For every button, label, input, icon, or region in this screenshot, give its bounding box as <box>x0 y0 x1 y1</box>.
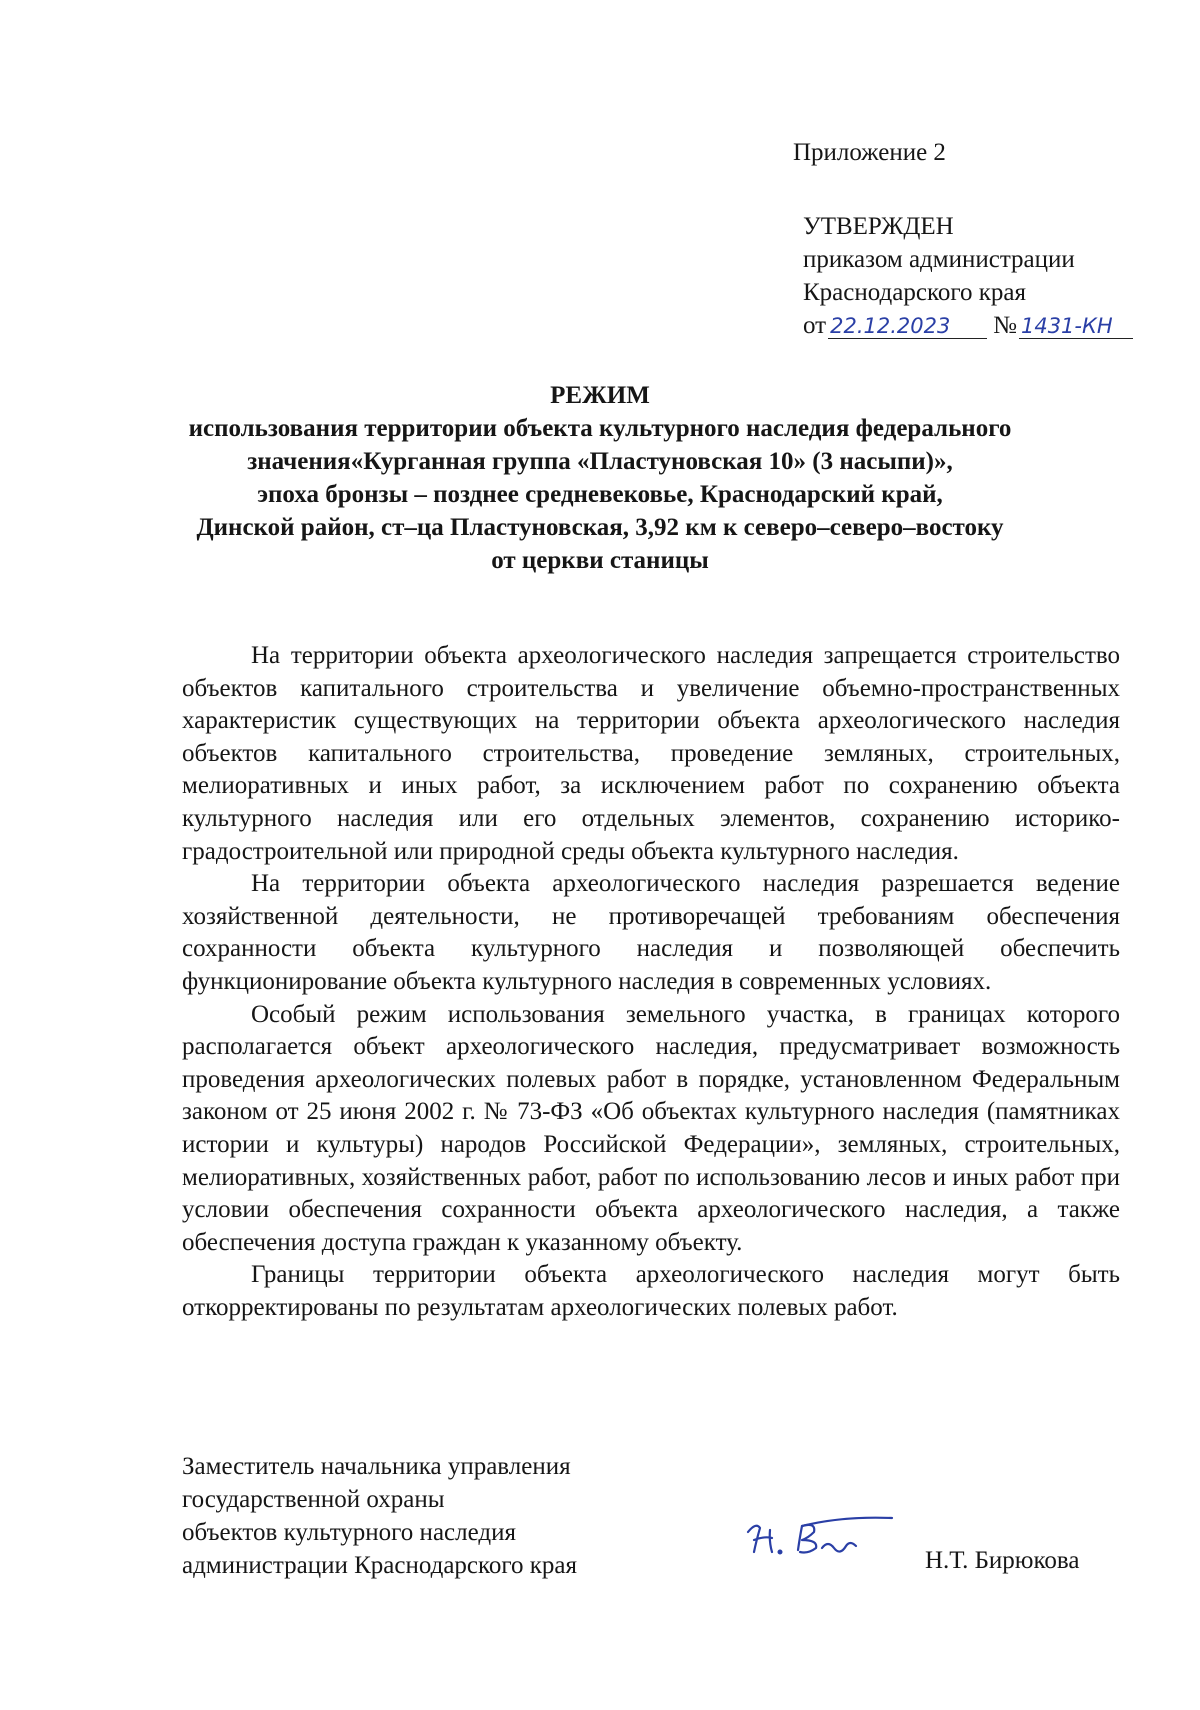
title-line-1: использования территории объекта культурного наследия федерального <box>188 415 1012 442</box>
approval-title: УТВЕРЖДЕН <box>803 213 954 240</box>
role-line-1: Заместитель начальника управления <box>182 1453 571 1480</box>
paragraph-1: На территории объекта археологического наследия запрещается строительство объектов капитального строительства и увеличение объемно-пространственных характеристик существующих на территории объекта археологического наследия объектов капитального строительства, проведение земляных, строительных, мелиоративных и иных работ, за исключением работ по сохранению объекта культурного наследия или его отдельных элементов, сохранению историко-градостроительной или природной среды объекта культурного наследия. <box>182 642 1120 865</box>
handwritten-signature <box>742 1512 902 1562</box>
date-prefix: от <box>803 312 827 339</box>
paragraph-4: Границы территории объекта археологического наследия могут быть откорректированы по результатам археологических полевых работ. <box>182 1261 1120 1321</box>
title-line-4: Динской район, ст–ца Пластуновская, 3,92 км к северо–северо–востоку <box>196 514 1004 541</box>
role-line-2: государственной охраны <box>182 1486 445 1513</box>
document-title <box>150 379 1050 577</box>
handwritten-date: 22.12.2023 <box>828 314 987 339</box>
number-prefix: № <box>993 312 1017 339</box>
paragraph-2: На территории объекта археологического наследия разрешается ведение хозяйственной деятельности, не противоречащей требованиям обеспечения сохранности объекта культурного наследия и позволяющей обеспечить функционирование объекта культурного наследия в современных условиях. <box>182 870 1120 995</box>
role-line-3: объектов культурного наследия <box>182 1519 516 1546</box>
title-line-2: значения«Курганная группа «Пластуновская 10» (3 насыпи)», <box>247 448 953 475</box>
title-heading: РЕЖИМ <box>550 382 650 409</box>
signatory-name: Н.Т. Бирюкова <box>925 1547 1080 1574</box>
approval-line-3: Краснодарского края <box>803 279 1026 306</box>
approval-date-line <box>803 309 1133 342</box>
role-line-4: администрации Краснодарского края <box>182 1552 578 1579</box>
handwritten-number: 1431-КН <box>1019 314 1133 339</box>
document-body <box>182 640 1120 1324</box>
approval-block <box>803 210 1133 342</box>
title-line-3: эпоха бронзы – позднее средневековье, Краснодарский край, <box>257 481 943 508</box>
appendix-label: Приложение 2 <box>793 139 946 166</box>
title-line-5: от церкви станицы <box>491 547 709 574</box>
signatory-role <box>182 1450 577 1582</box>
approval-line-2: приказом администрации <box>803 246 1075 273</box>
paragraph-3: Особый режим использования земельного участка, в границах которого располагается объект археологического наследия, предусматривает возможность проведения археологических полевых работ в порядке, установленном Федеральным законом от 25 июня 2002 г. № 73-ФЗ «Об объектах культурного наследия (памятниках истории и культуры) народов Российской Федерации», земляных, строительных, мелиоративных, хозяйственных работ, работ по использованию лесов и иных работ при условии обеспечения сохранности объекта археологического наследия, а также обеспечения доступа граждан к указанному объекту. <box>182 1000 1120 1256</box>
